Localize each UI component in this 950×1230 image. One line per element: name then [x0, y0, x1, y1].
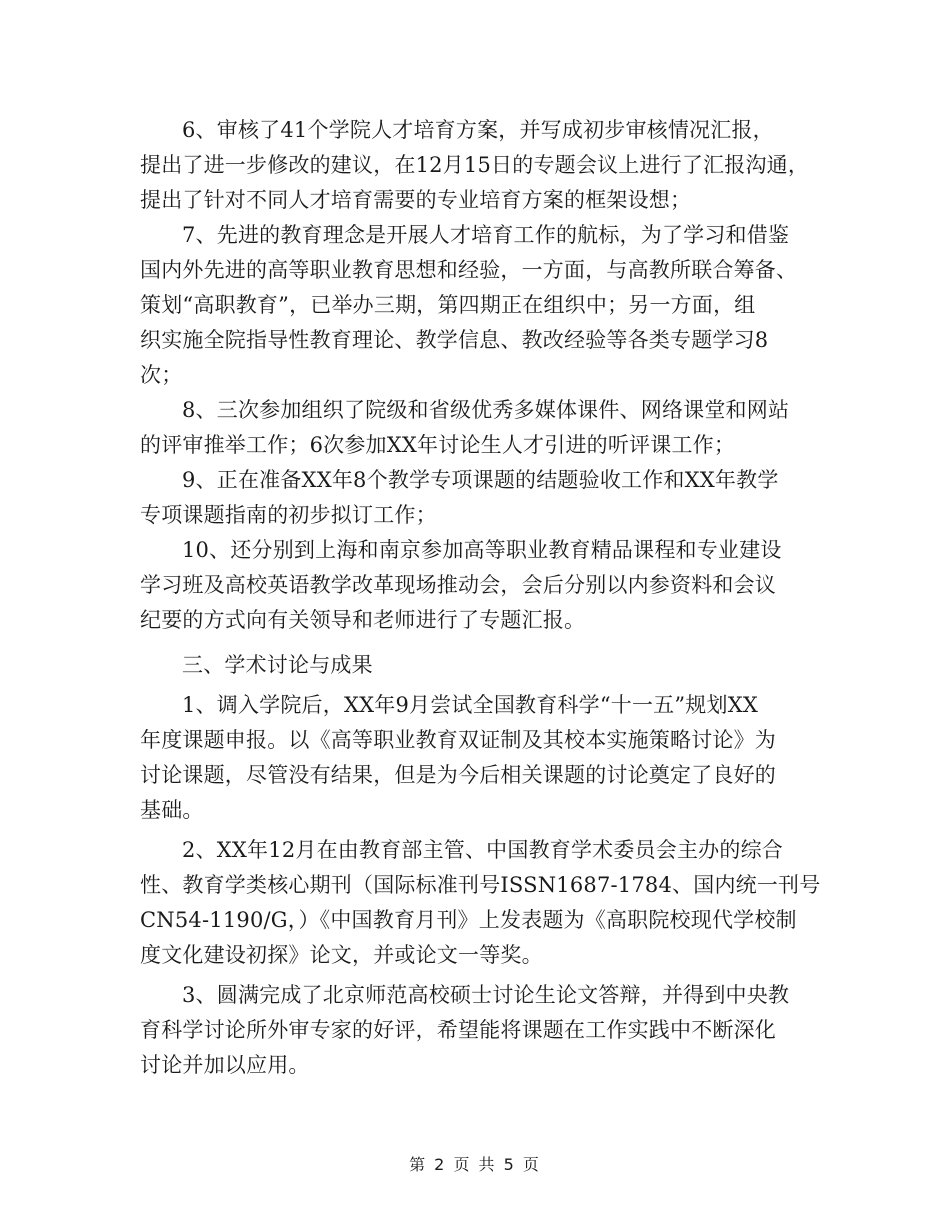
text-line: 国内外先进的高等职业教育思想和经验，一方面，与高教所联合筹备、 [140, 258, 798, 282]
text-line: 育科学讨论所外审专家的好评，希望能将课题在工作实践中不断深化 [140, 1018, 776, 1042]
text-line: CN54-1190/G，）《中国教育月刊》上发表题为《高职院校现代学校制 [140, 908, 797, 932]
text-line: 织实施全院指导性教育理论、教学信息、教改经验等各类专题学习8 [140, 328, 769, 352]
text-line: 学习班及高校英语教学改革现场推动会，会后分别以内参资料和会议 [140, 573, 776, 597]
text-line: 年度课题申报。以《高等职业教育双证制及其校本实施策略讨论》为 [140, 728, 776, 752]
text-line: 讨论并加以应用。 [140, 1053, 310, 1077]
text-line: 专项课题指南的初步拟订工作； [140, 503, 437, 527]
text-line: 的评审推举工作；6次参加XX年讨论生人才引进的听评课工作； [140, 433, 736, 457]
text-line: 性、教育学类核心期刊（国际标准刊号ISSN1687-1784、国内统一刊号 [140, 873, 821, 897]
text-line: 1、调入学院后，XX年9月尝试全国教育科学“十一五”规划XX [182, 693, 758, 717]
section-heading: 三、学术讨论与成果 [182, 653, 373, 677]
text-line: 7、先进的教育理念是开展人才培育工作的航标，为了学习和借鉴 [182, 223, 790, 247]
text-line: 纪要的方式向有关领导和老师进行了专题汇报。 [140, 608, 586, 632]
text-line: 策划“高职教育”，已举办三期，第四期正在组织中；另一方面，组 [140, 293, 756, 317]
text-line: 提出了针对不同人才培育需要的专业培育方案的框架设想； [140, 188, 692, 212]
text-line: 2、XX年12月在由教育部主管、中国教育学术委员会主办的综合 [182, 838, 783, 862]
text-line: 8、三次参加组织了院级和省级优秀多媒体课件、网络课堂和网站 [182, 398, 790, 422]
text-line: 9、正在准备XX年8个教学专项课题的结题验收工作和XX年教学 [182, 468, 779, 492]
text-line: 基础。 [140, 798, 204, 822]
text-line: 10、还分别到上海和南京参加高等职业教育精品课程和专业建设 [182, 538, 782, 562]
text-line: 次； [140, 363, 183, 387]
text-line: 6、审核了41个学院人才培育方案，并写成初步审核情况汇报， [182, 118, 774, 142]
text-line: 讨论课题，尽管没有结果，但是为今后相关课题的讨论奠定了良好的 [140, 763, 776, 787]
page-number-footer: 第 2 页 共 5 页 [409, 1155, 541, 1174]
text-line: 提出了进一步修改的建议，在12月15日的专题会议上进行了汇报沟通， [140, 153, 810, 177]
text-line: 度文化建设初探》论文，并或论文一等奖。 [140, 943, 543, 967]
text-line: 3、圆满完成了北京师范高校硕士讨论生论文答辩，并得到中央教 [182, 983, 790, 1007]
